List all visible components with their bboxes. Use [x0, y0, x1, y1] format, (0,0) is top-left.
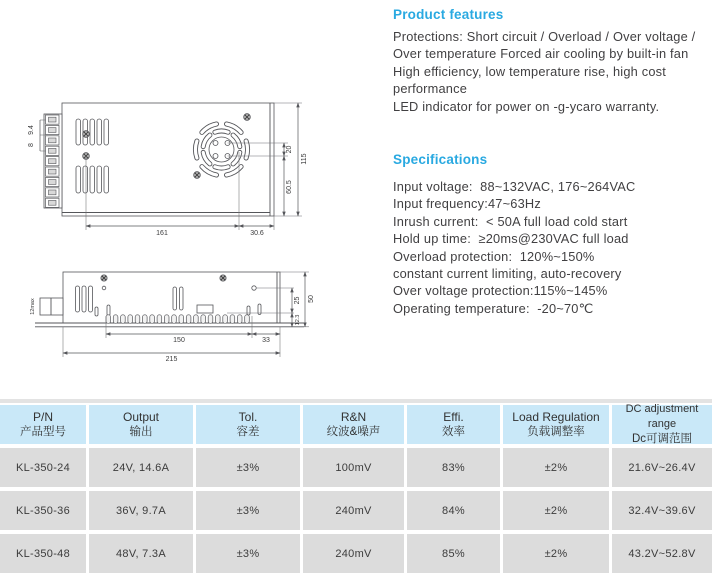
cell-dc-range: 21.6V~26.4V [612, 448, 712, 487]
table-header-ripple-noise [303, 405, 404, 444]
dim-label: 33 [262, 337, 270, 344]
mounting-hole [252, 286, 256, 290]
dim-label: 8 [28, 143, 35, 147]
cell-tolerance: ±3% [196, 448, 300, 487]
cell-load-regulation: ±2% [503, 491, 609, 530]
cell-tolerance: ±3% [196, 491, 300, 530]
cell-output: 24V, 14.6A [89, 448, 193, 487]
header-en: Load Regulation [512, 409, 600, 424]
header-en: Output [122, 409, 160, 424]
table-header-tolerance [196, 405, 300, 444]
cell-load-regulation: ±2% [503, 534, 609, 573]
cell-load-regulation: ±2% [503, 448, 609, 487]
feature-line: LED indicator for power on -g-ycaro warranty. [393, 98, 660, 114]
spec-line: Overload protection: 120%~150% [393, 248, 595, 264]
cell-dc-range: 43.2V~52.8V [612, 534, 712, 573]
cell-ripple: 240mV [303, 491, 404, 530]
model-table [0, 399, 712, 573]
dim-label: 25 [294, 296, 301, 305]
feature-line: Protections: Short circuit / Overload / Over voltage / [393, 29, 696, 44]
info-column [393, 6, 709, 317]
header-zh: 效率 [442, 425, 465, 438]
cell-output: 48V, 7.3A [89, 534, 193, 573]
terminal-block [44, 114, 62, 208]
dim-label: 161 [156, 230, 168, 237]
specifications-section [393, 151, 709, 317]
cell-efficiency: 85% [407, 534, 500, 573]
header-zh: 容差 [236, 425, 260, 438]
cell-efficiency: 84% [407, 491, 500, 530]
header-en: Effi. [443, 409, 464, 424]
spec-line: constant current limiting, auto-recovery [393, 266, 622, 282]
dim-label: 9.4 [28, 125, 35, 135]
spec-line: Inrush current: < 50A full load cold start [393, 213, 628, 229]
dim-label: 50 [308, 295, 315, 303]
feature-line: performance [393, 81, 468, 97]
spec-line: Hold up time: ≥20ms@230VAC full load [393, 231, 629, 247]
cell-pn: KL-350-36 [0, 491, 86, 530]
dim-label: 115 [301, 153, 308, 165]
table-header-efficiency [407, 405, 500, 444]
cell-pn: KL-350-24 [0, 448, 86, 487]
product-features-heading: Product features [393, 7, 504, 22]
table-header-pn [0, 405, 86, 444]
cell-dc-range: 32.4V~39.6V [612, 491, 712, 530]
dim-label: 12max [30, 298, 36, 315]
dim-label: 150 [173, 337, 185, 344]
header-en: DC adjustment range [625, 403, 699, 430]
dim-label: 215 [165, 356, 178, 363]
cell-ripple: 240mV [303, 534, 404, 573]
dim-label: 60.5 [286, 180, 293, 194]
product-features-section [393, 6, 709, 115]
header-en: P/N [32, 409, 53, 424]
pilot-hole [102, 286, 106, 290]
spec-line: Input voltage: 88~132VAC, 176~264VAC [393, 179, 636, 195]
cell-efficiency: 83% [407, 448, 500, 487]
header-zh: 纹波&噪声 [326, 425, 381, 438]
header-en: R&N [340, 409, 367, 424]
header-zh: 产品型号 [20, 425, 66, 438]
label-plate [197, 305, 213, 313]
dim-label: 12.3 [295, 314, 301, 326]
spec-line: Over voltage protection:115%~145% [393, 283, 608, 299]
dim-label: 30.6 [250, 230, 264, 237]
cell-pn: KL-350-48 [0, 534, 86, 573]
table-header-load-regulation [503, 405, 609, 444]
terminal-side [30, 298, 63, 315]
cell-output: 36V, 9.7A [89, 491, 193, 530]
drawing-top-view [10, 95, 340, 245]
cell-ripple: 100mV [303, 448, 404, 487]
table-header-dc-range [612, 405, 712, 444]
header-zh: 负载调整率 [527, 425, 585, 438]
specifications-heading: Specifications [393, 152, 488, 168]
cell-tolerance: ±3% [196, 534, 300, 573]
header-zh: Dc可调范围 [631, 433, 693, 445]
spec-line: Operating temperature: -20~70℃ [393, 300, 594, 316]
spec-line: Input frequency:47~63Hz [393, 196, 541, 212]
header-en: Tol. [238, 409, 258, 424]
table-header-output [89, 405, 193, 444]
table-top-border [0, 399, 712, 403]
feature-line: Over temperature Forced air cooling by built-in fan [393, 46, 689, 62]
dim-label: 20 [286, 145, 293, 154]
drawing-side-view [10, 250, 340, 370]
feature-line: High efficiency, low temperature rise, high cost [393, 63, 667, 79]
header-zh: 输出 [129, 425, 153, 438]
